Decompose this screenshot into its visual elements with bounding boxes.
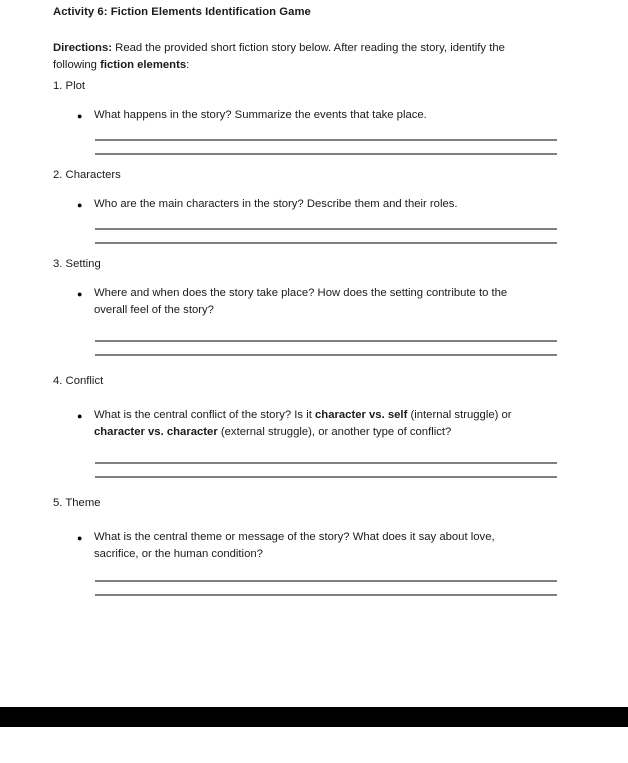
prompt-emphasis-character-vs-character: character vs. character <box>94 425 218 438</box>
bullet-icon: ● <box>77 111 83 121</box>
prompt-item <box>53 389 563 440</box>
answer-lines-group <box>53 562 563 596</box>
prompt-item <box>53 511 563 562</box>
directions-label: Directions: <box>53 42 113 54</box>
section-characters <box>53 155 563 244</box>
section-heading: 3. Setting <box>53 258 101 270</box>
answer-lines-group <box>53 124 563 155</box>
section-theme <box>53 478 563 596</box>
prompt-item <box>53 183 563 213</box>
directions-emphasis: fiction elements <box>100 58 187 71</box>
answer-line[interactable] <box>95 340 557 342</box>
prompt-emphasis-character-vs-self: character vs. self <box>315 409 408 421</box>
section-heading: 4. Conflict <box>53 375 104 387</box>
answer-line[interactable] <box>95 462 557 464</box>
directions-text-lead: Read the provided short fiction story below. After reading the story, identify the following <box>53 42 505 71</box>
bullet-icon: ● <box>77 289 83 299</box>
bullet-icon: ● <box>77 411 83 421</box>
prompt-text-part-2: (internal struggle) or <box>407 409 512 421</box>
prompt-text-part-3: (external struggle), or another type of conflict? <box>217 425 452 438</box>
page-title: Activity 6: Fiction Elements Identification Game <box>53 6 311 18</box>
answer-line[interactable] <box>95 580 557 582</box>
answer-lines-group <box>53 318 563 356</box>
answer-lines-group <box>53 213 563 244</box>
answer-lines-group <box>53 440 563 478</box>
answer-line[interactable] <box>95 139 557 141</box>
directions-paragraph <box>53 19 539 73</box>
prompt-item <box>53 94 563 124</box>
section-heading: 1. Plot <box>53 80 86 92</box>
footer-black-bar <box>0 707 628 727</box>
document-body <box>53 0 563 596</box>
section-heading: 5. Theme <box>53 497 101 509</box>
prompt-text: What happens in the story? Summarize the events that take place. <box>94 109 427 121</box>
section-setting <box>53 244 563 356</box>
section-plot <box>53 73 563 155</box>
prompt-text: Where and when does the story take place? How does the setting contribute to the overall feel of the story? <box>94 287 508 316</box>
prompt-text <box>94 407 539 440</box>
prompt-text-part-1: What is the central conflict of the story? Is it <box>94 409 316 421</box>
section-heading: 2. Characters <box>53 169 121 181</box>
bullet-icon: ● <box>77 200 83 210</box>
directions-text-tail: : <box>186 58 190 71</box>
section-conflict <box>53 356 563 478</box>
answer-line[interactable] <box>95 228 557 230</box>
bullet-icon: ● <box>77 533 83 543</box>
prompt-text: Who are the main characters in the story? Describe them and their roles. <box>94 198 458 210</box>
answer-line[interactable] <box>95 594 557 596</box>
prompt-text: What is the central theme or message of the story? What does it say about love, sacrifice, or the human condition? <box>94 531 495 560</box>
prompt-item <box>53 272 563 318</box>
